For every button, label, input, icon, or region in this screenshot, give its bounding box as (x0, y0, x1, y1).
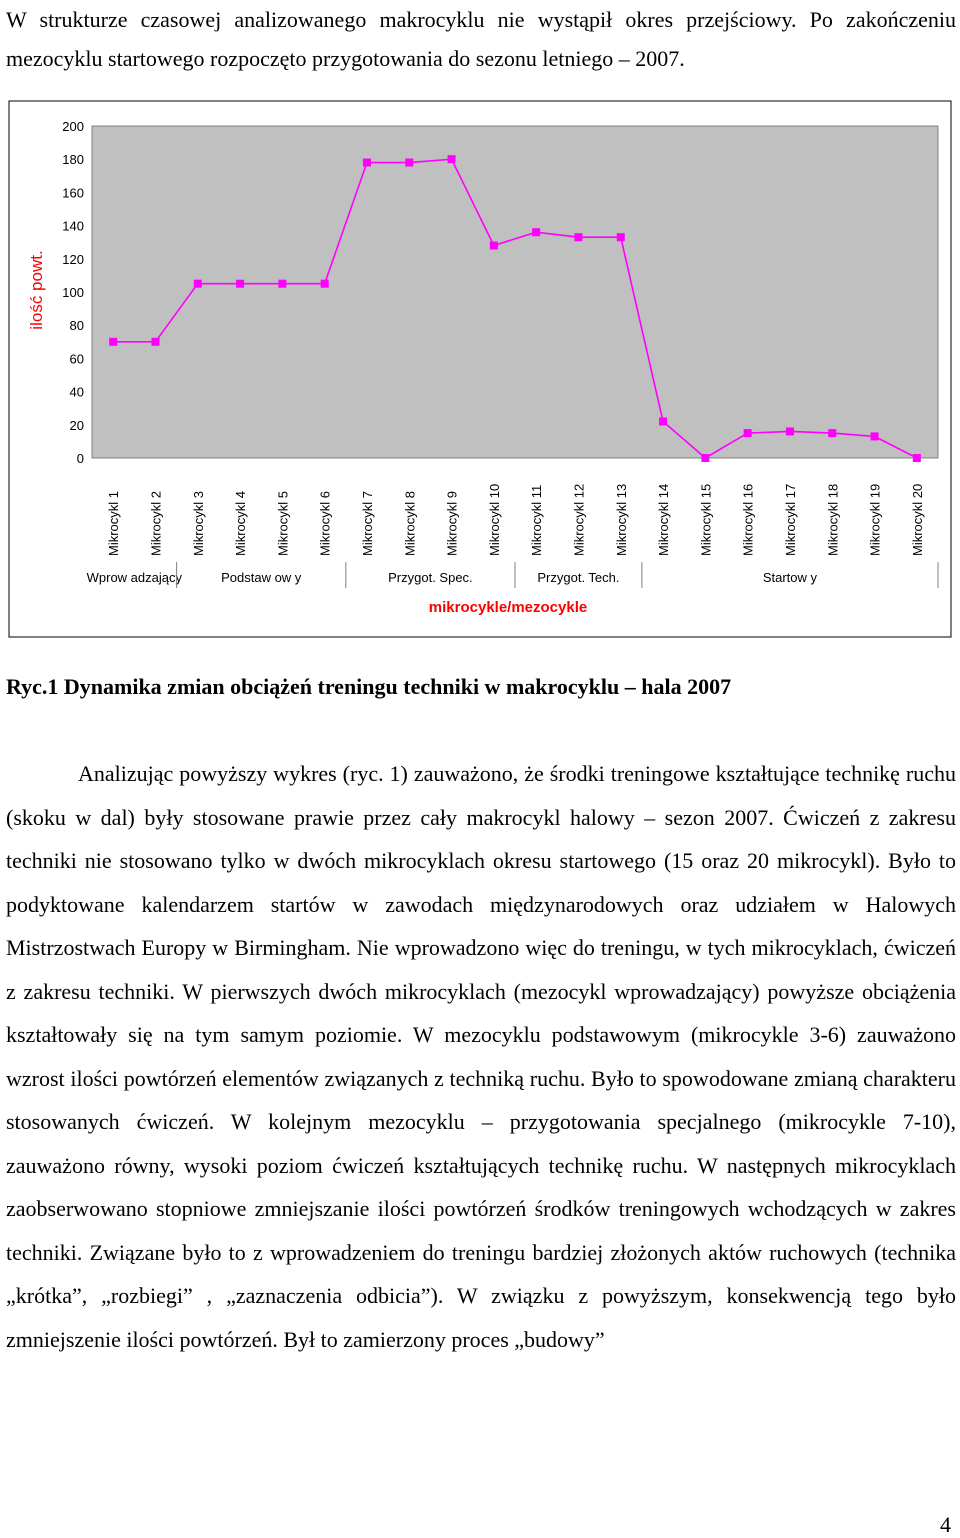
group-label: Przygot. Tech. (537, 570, 620, 585)
data-point (194, 280, 202, 288)
data-point (744, 429, 752, 437)
data-point (490, 242, 498, 250)
group-label: Wprow adzający (86, 570, 182, 585)
body-paragraph (6, 752, 956, 1361)
data-point (448, 155, 456, 163)
y-tick-label: 180 (62, 152, 84, 168)
data-point (151, 338, 159, 346)
data-point (659, 417, 667, 425)
y-tick-label: 60 (69, 351, 84, 367)
x-tick-label: Mikrocykl 8 (402, 490, 418, 556)
line-chart (8, 100, 952, 638)
y-tick-label: 160 (62, 185, 84, 201)
x-tick-label: Mikrocykl 18 (825, 483, 841, 556)
y-tick-label: 200 (62, 119, 84, 134)
y-tick-label: 0 (76, 451, 84, 466)
y-tick-label: 20 (69, 417, 84, 433)
x-tick-label: Mikrocykl 10 (486, 483, 502, 556)
data-point (913, 454, 921, 462)
data-point (278, 280, 286, 288)
intro-text: W strukturze czasowej analizowanego makrocyklu nie wystąpił okres przejściowy. Po zakończeniu mezocyklu startowego rozpoczęto przygotowania do sezonu letniego – 2007. (6, 7, 956, 71)
data-point (405, 159, 413, 167)
y-tick-label: 40 (69, 384, 84, 400)
plot-area (92, 126, 938, 458)
group-label: Przygot. Spec. (388, 570, 473, 585)
x-tick-label: Mikrocykl 11 (529, 484, 545, 556)
y-axis-label: ilość powt. (27, 250, 46, 330)
data-point (786, 427, 794, 435)
x-tick-label: Mikrocykl 15 (698, 483, 714, 556)
data-point (828, 429, 836, 437)
x-tick-label: Mikrocykl 6 (317, 490, 333, 556)
x-tick-label: Mikrocykl 13 (613, 483, 629, 556)
intro-paragraph (6, 0, 956, 78)
data-point (109, 338, 117, 346)
group-label: Podstaw ow y (221, 570, 302, 585)
x-tick-label: Mikrocykl 14 (656, 483, 672, 556)
data-point (321, 280, 329, 288)
page-number: 4 (940, 1512, 951, 1537)
group-label: Startow y (762, 570, 818, 585)
x-tick-label: Mikrocykl 12 (571, 483, 587, 556)
x-tick-label: Mikrocykl 20 (909, 483, 925, 556)
y-tick-label: 120 (62, 251, 84, 267)
y-tick-label: 80 (69, 318, 84, 334)
figure-caption: Ryc.1 Dynamika zmian obciążeń treningu techniki w makrocyklu – hala 2007 (6, 674, 732, 699)
body-text: Analizując powyższy wykres (ryc. 1) zauważono, że środki treningowe kształtujące technikę ruchu (skoku w dal) były stosowane prawie przez cały makrocykl halowy – sezon 2007. Ćwiczeń z zakresu techniki nie stosowano tylko w dwóch mikrocyklach okresu startowego (15 oraz 20 mikrocykl). Było to podyktowane kalendarzem startów w zawodach międzynarodowych oraz udziałem w Halowych Mistrzostwach Europy w Birmingham. Nie wprowadzono więc do treningu, w tych mikrocyklach, ćwiczeń z zakresu techniki. W pierwszych dwóch mikrocyklach (mezocykl wprowadzający) powyższe obciążenia kształtowały się na tym samym poziomie. W mezocyklu podstawowym (mikrocykle 3-6) zauważono wzrost ilości powtórzeń elementów związanych z techniką ruchu. Było to spowodowane zmianą charakteru stosowanych ćwiczeń. W kolejnym mezocyklu – przygotowania specjalnego (mikrocykle 7-10), zauważono równy, wysoki poziom ćwiczeń kształtujących technikę ruchu. W następnych mikrocyklach zaobserwowano stopniowe zmniejszanie ilości powtórzeń środków treningowych wchodzących w zakres techniki. Związane było to z wprowadzeniem do treningu bardziej złożonych aktów ruchowych (technika „krótka”, „rozbiegi” , „zaznaczenia odbicia”). W związku z powyższym, konsekwencją tego było zmniejszenie ilości powtórzeń. Był to zamierzony proces „budowy” (6, 761, 956, 1352)
x-tick-label: Mikrocykl 4 (233, 490, 249, 556)
x-tick-label: Mikrocykl 16 (740, 483, 756, 556)
data-point (617, 233, 625, 241)
data-point (574, 233, 582, 241)
data-point (871, 432, 879, 440)
x-tick-label: Mikrocykl 17 (782, 483, 798, 556)
x-tick-label: Mikrocykl 19 (867, 483, 883, 556)
x-tick-label: Mikrocykl 5 (275, 490, 291, 556)
data-point (532, 228, 540, 236)
x-tick-label: Mikrocykl 7 (359, 490, 375, 556)
x-axis-label: mikrocykle/mezocykle (428, 599, 588, 616)
data-point (236, 280, 244, 288)
y-tick-label: 100 (62, 285, 84, 300)
x-tick-label: Mikrocykl 2 (148, 490, 164, 556)
data-point (701, 454, 709, 462)
x-tick-label: Mikrocykl 3 (190, 490, 206, 556)
x-tick-label: Mikrocykl 1 (106, 490, 122, 556)
x-tick-label: Mikrocykl 9 (444, 490, 460, 556)
y-tick-label: 140 (62, 218, 84, 234)
data-point (363, 159, 371, 167)
chart-svg (8, 100, 952, 638)
